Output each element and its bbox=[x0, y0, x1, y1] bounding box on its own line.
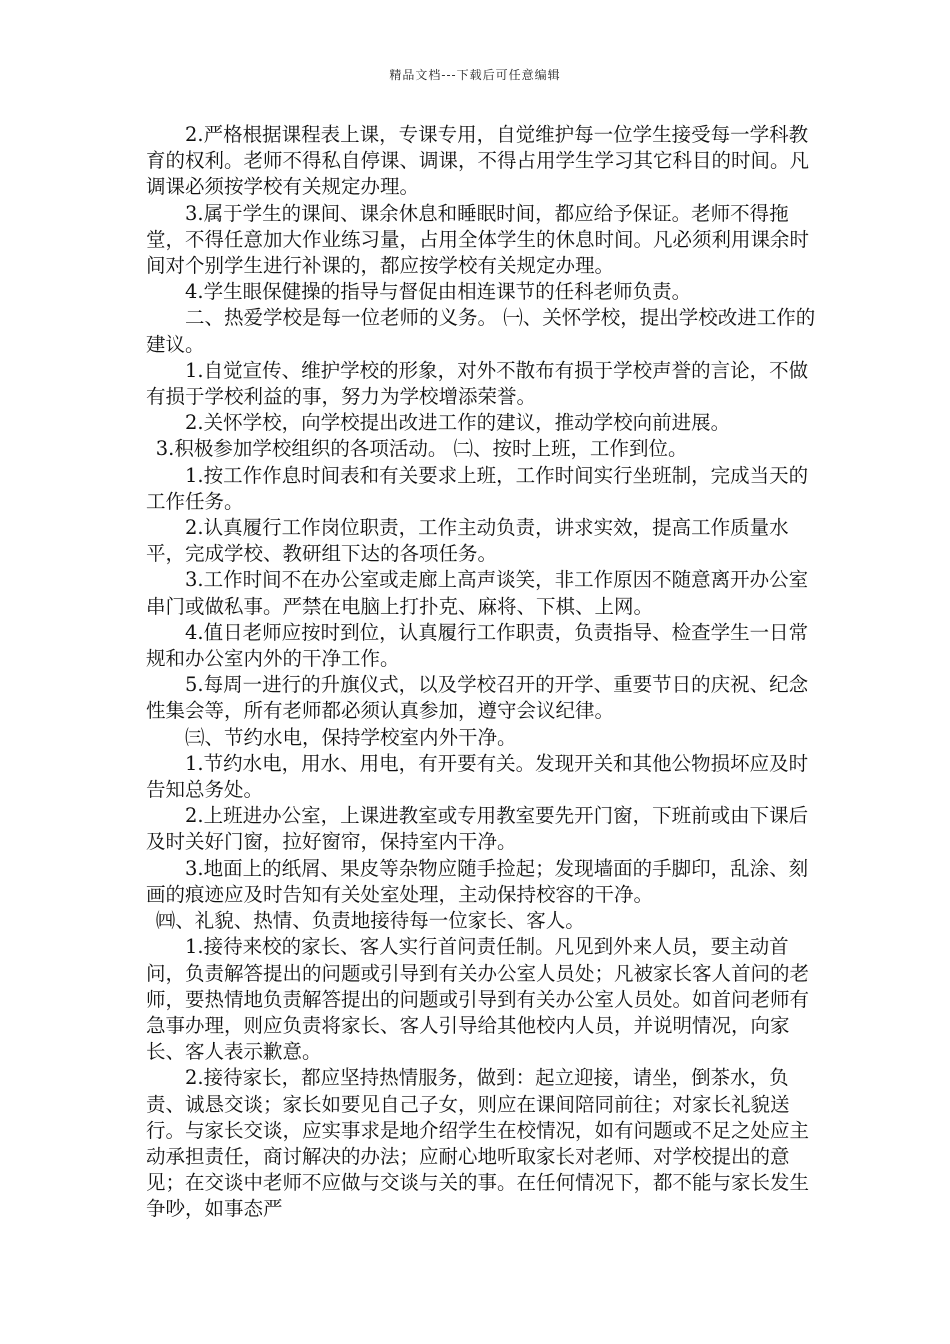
paragraph: 3.地面上的纸屑、果皮等杂物应随手捡起；发现墙面的手脚印，乱涂、刻画的痕迹应及时告知有关处室处理，主动保持校容的干净。 bbox=[146, 856, 809, 906]
section-heading: ㈢、节约水电，保持学校室内外干净。 bbox=[185, 725, 517, 749]
page-header: 精品文档---下载后可任意编辑 bbox=[389, 68, 561, 82]
document-body bbox=[146, 122, 826, 1223]
paragraph: 3.工作时间不在办公室或走廊上高声谈笑，非工作原因不随意离开办公室串门或做私事。严禁在电脑上打扑克、麻将、下棋、上网。 bbox=[146, 568, 809, 618]
paragraph: 3.属于学生的课间、课余休息和睡眠时间，都应给予保证。老师不得拖堂，不得任意加大作业练习量，占用全体学生的休息时间。凡必须利用课余时间对个别学生进行补课的，都应按学校有关规定办理。 bbox=[146, 201, 810, 278]
section-heading: ㈣、礼貌、热情、负责地接待每一位家长、客人。 bbox=[155, 909, 585, 933]
paragraph: 2.认真履行工作岗位职责，工作主动负责，讲求实效，提高工作质量水平，完成学校、教研组下达的各项任务。 bbox=[146, 516, 789, 566]
section-heading: 二、热爱学校是每一位老师的义务。 ㈠、关怀学校，提出学校改进工作的建议。 bbox=[146, 306, 816, 356]
paragraph: 1.节约水电，用水、用电，有开要有关。发现开关和其他公物损坏应及时告知总务处。 bbox=[146, 751, 809, 802]
paragraph: 4.学生眼保健操的指导与督促由相连课节的任科老师负责。 bbox=[185, 280, 692, 304]
paragraph: 2.关怀学校，向学校提出改进工作的建议，推动学校向前进展。 bbox=[185, 411, 731, 435]
paragraph: 5.每周一进行的升旗仪式，以及学校召开的开学、重要节日的庆祝、纪念性集会等，所有老师都必须认真参加，遵守会议纪律。 bbox=[146, 673, 809, 723]
paragraph: 4.值日老师应按时到位，认真履行工作职责，负责指导、检查学生一日常规和办公室内外的干净工作。 bbox=[146, 620, 809, 671]
paragraph: 1.按工作作息时间表和有关要求上班，工作时间实行坐班制，完成当天的工作任务。 bbox=[146, 463, 809, 513]
paragraph: 2.严格根据课程表上课，专课专用，自觉维护每一位学生接受每一学科教育的权利。老师不得私自停课、调课，不得占用学生学习其它科目的时间。凡调课必须按学校有关规定办理。 bbox=[146, 123, 810, 199]
paragraph: 3.积极参加学校组织的各项活动。 ㈡、按时上班，工作到位。 bbox=[155, 437, 688, 461]
paragraph: 2.接待家长，都应坚持热情服务，做到：起立迎接，请坐，倒茶水，负责、诚恳交谈；家长如要见自己子女，则应在课间陪同前往；对家长礼貌送行。与家长交谈，应实事求是地介绍学生在校情况，如有问题或不足之处应主动承担责任，商讨解决的办法；应耐心地听取家长对老师、对学校提出的意见；在交谈中老师不应做与交谈与关的事。在任何情况下，都不能与家长发生争吵，如事态严 bbox=[146, 1066, 810, 1221]
paragraph: 2.上班进办公室，上课进教室或专用教室要先开门窗，下班前或由下课后及时关好门窗，拉好窗帘，保持室内干净。 bbox=[146, 804, 809, 854]
paragraph: 1.自觉宣传、维护学校的形象，对外不散布有损于学校声誉的言论，不做有损于学校利益的事，努力为学校增添荣誉。 bbox=[146, 358, 809, 409]
paragraph: 1.接待来校的家长、客人实行首问责任制。凡见到外来人员，要主动首问，负责解答提出的问题或引导到有关办公室人员处；凡被家长客人首问的老师，要热情地负责解答提出的问题或引导到有关办公室人员处。如首问老师有急事办理，则应负责将家长、客人引导给其他校内人员，并说明情况，向家长、客人表示歉意。 bbox=[146, 935, 810, 1064]
